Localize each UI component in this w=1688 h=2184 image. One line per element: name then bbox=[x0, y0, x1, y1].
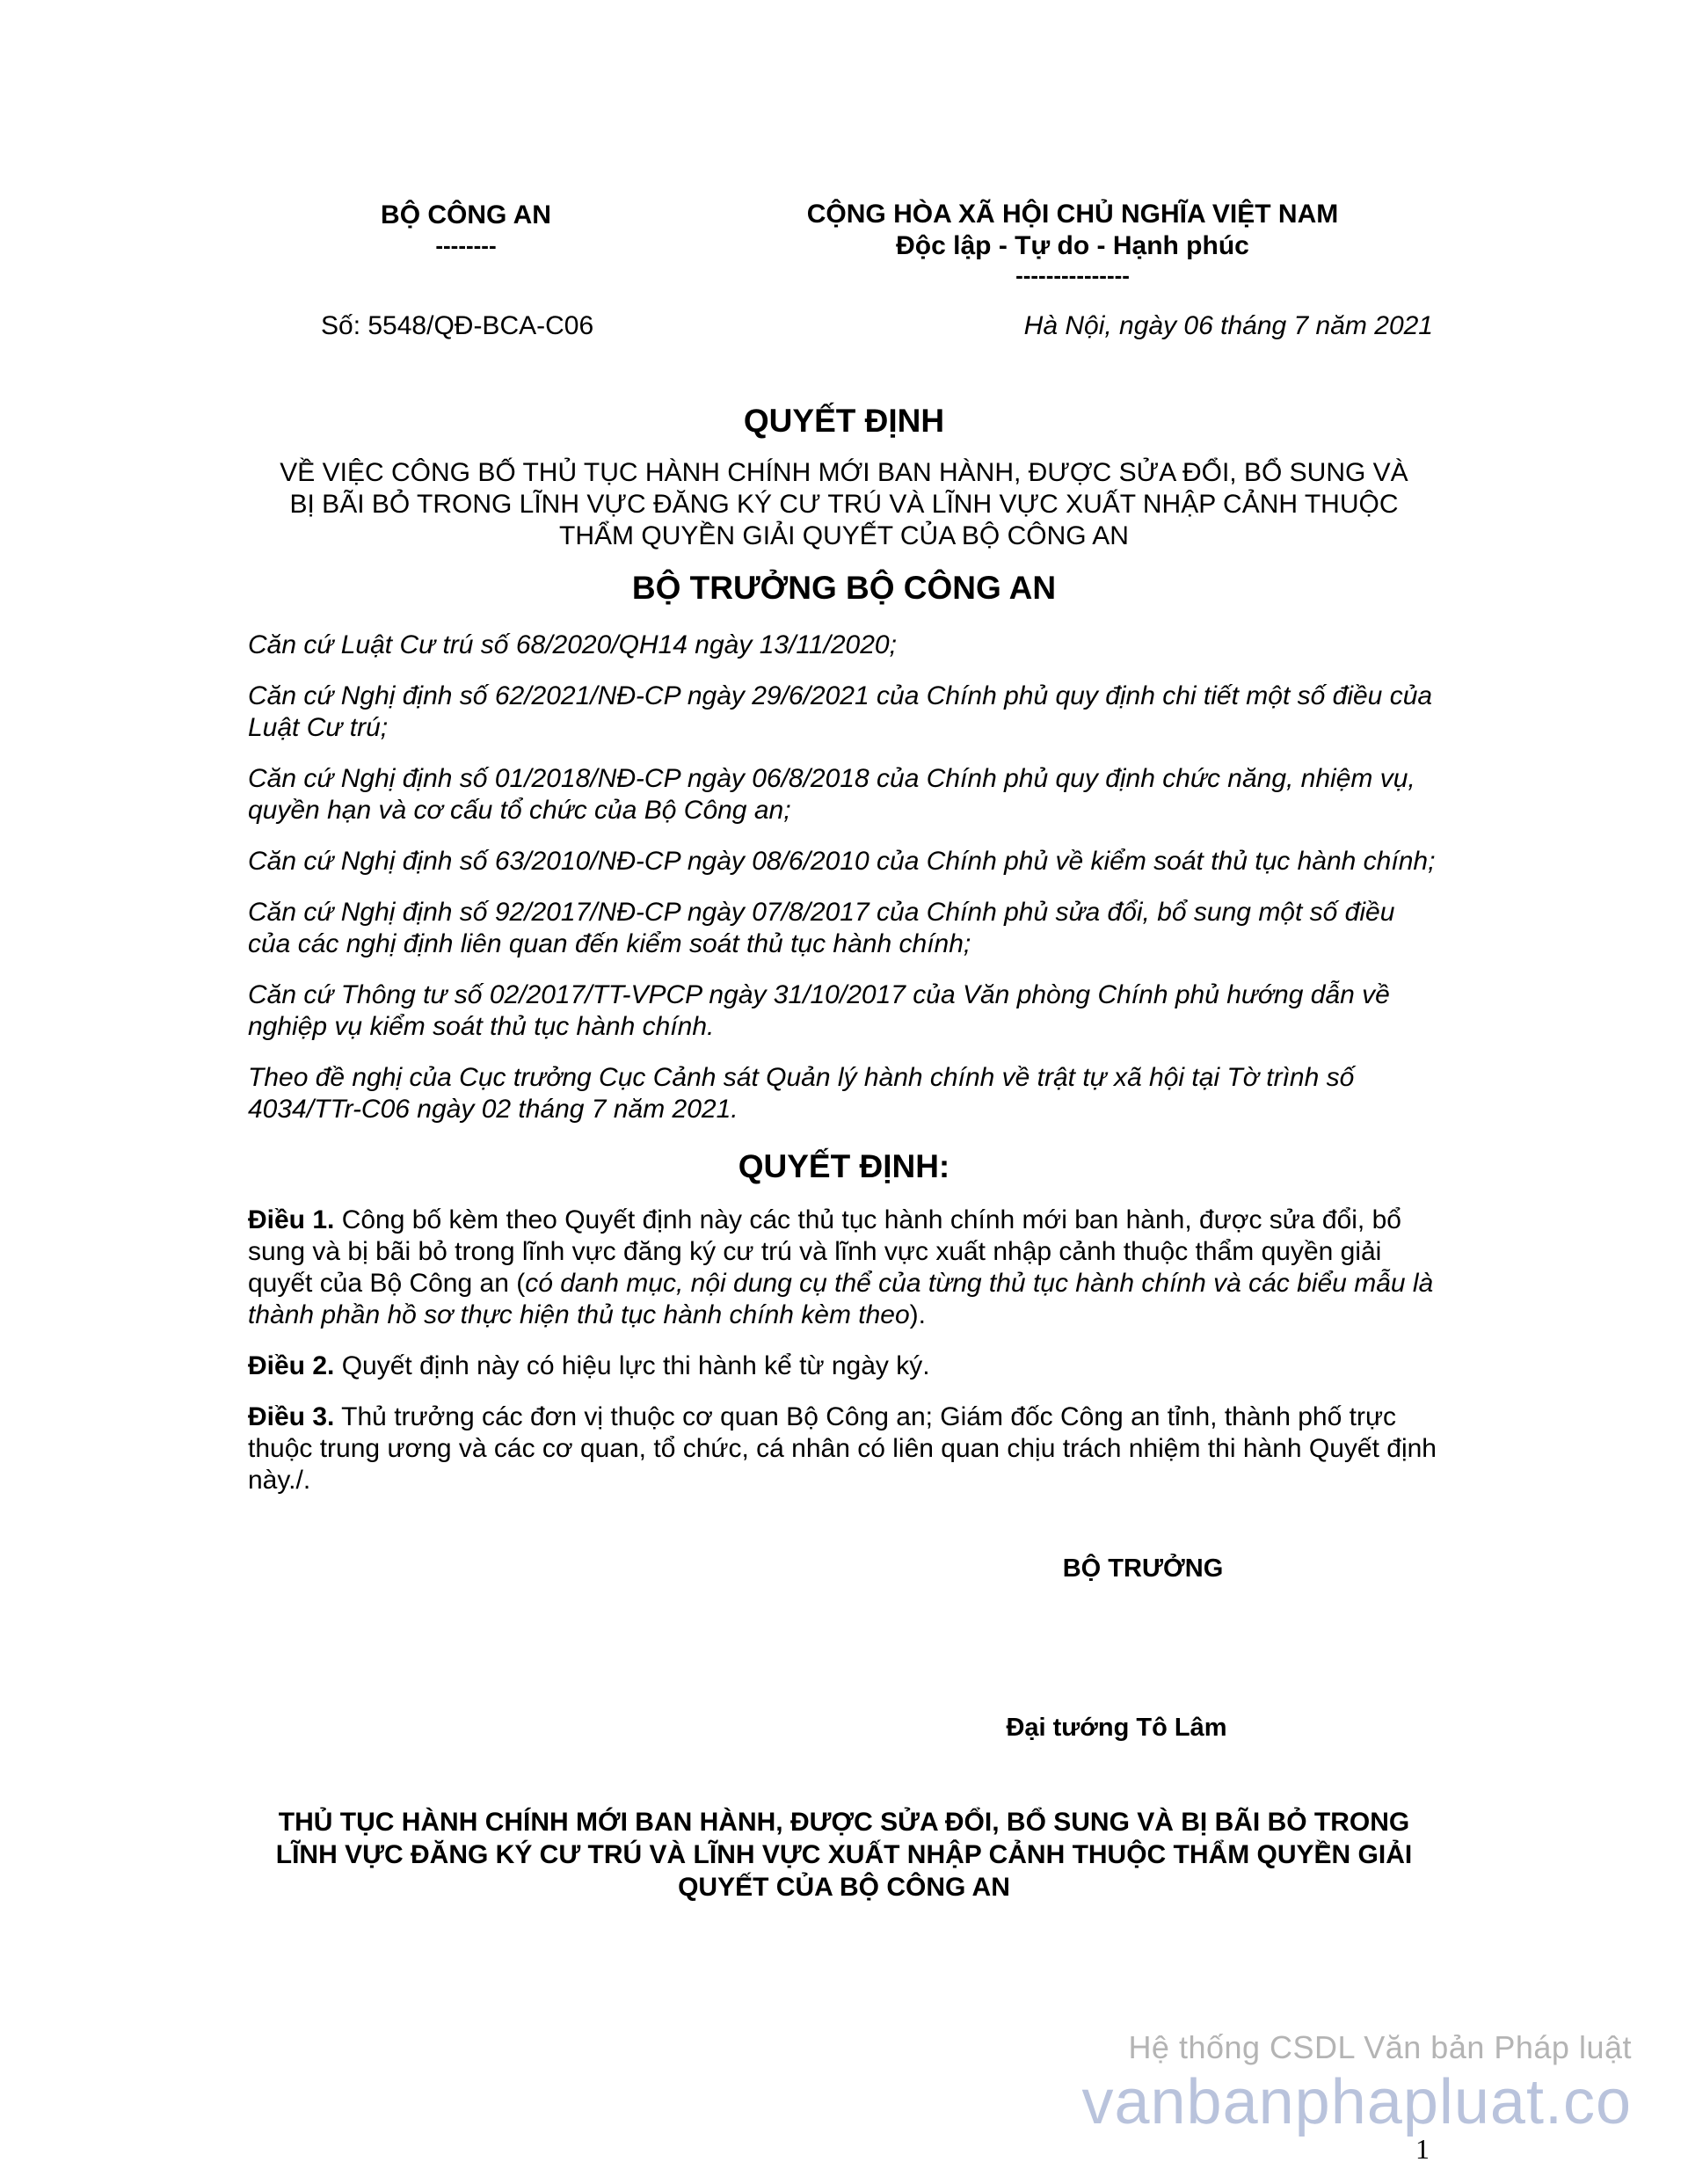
page-number: 1 bbox=[1415, 2133, 1430, 2165]
nation-name: CỘNG HÒA XÃ HỘI CHỦ NGHĨA VIỆT NAM bbox=[806, 200, 1339, 229]
motto: Độc lập - Tự do - Hạnh phúc bbox=[896, 231, 1249, 260]
signer-title: BỘ TRƯỞNG bbox=[1062, 1554, 1224, 1583]
legal-bases bbox=[248, 630, 1440, 1145]
article-tail: ). bbox=[909, 1300, 926, 1329]
subject-line: VỀ VIỆC CÔNG BỐ THỦ TỤC HÀNH CHÍNH MỚI BAN HÀNH, ĐƯỢC SỬA ĐỔI, BỔ SUNG VÀ bbox=[280, 458, 1408, 487]
issuer-heading: BỘ TRƯỞNG BỘ CÔNG AN bbox=[631, 570, 1057, 606]
legal-basis-item: Căn cứ Nghị định số 63/2010/NĐ-CP ngày 08/6/2010 của Chính phủ về kiểm soát thủ tục hành chính; bbox=[248, 847, 1436, 876]
national-header bbox=[756, 199, 1389, 288]
subject-line: THẨM QUYỀN GIẢI QUYẾT CỦA BỘ CÔNG AN bbox=[559, 521, 1129, 550]
legal-basis-item: Căn cứ Nghị định số 01/2018/NĐ-CP ngày 06/8/2018 của Chính phủ quy định chức năng, nhiệm vụ, quyền hạn và cơ cấu tổ chức của Bộ Công an; bbox=[248, 764, 1415, 825]
article-2 bbox=[248, 1350, 1440, 1382]
document-type: QUYẾT ĐỊNH bbox=[743, 403, 945, 439]
legal-basis-item: Theo đề nghị của Cục trưởng Cục Cảnh sát Quản lý hành chính về trật tự xã hội tại Tờ trình số 4034/TTr-C06 ngày 02 tháng 7 năm 2021. bbox=[248, 1063, 1355, 1124]
article-1 bbox=[248, 1205, 1440, 1331]
agency-separator: -------- bbox=[435, 232, 497, 258]
agency-block bbox=[281, 199, 651, 258]
legal-basis-item: Căn cứ Thông tư số 02/2017/TT-VPCP ngày 31/10/2017 của Văn phòng Chính phủ hướng dẫn về nghiệp vụ kiểm soát thủ tục hành chính. bbox=[248, 980, 1390, 1041]
agency-name: BỘ CÔNG AN bbox=[381, 200, 551, 229]
article-italic-text: có danh mục, nội dung cụ thể của từng thủ tục hành chính và các biểu mẫu là thành phần hồ sơ thực hiện thủ tục hành chính kèm theo bbox=[248, 1269, 1434, 1329]
article-label: Điều 2. bbox=[248, 1351, 335, 1380]
article-label: Điều 1. bbox=[248, 1205, 335, 1234]
legal-basis-item: Căn cứ Luật Cư trú số 68/2020/QH14 ngày 13/11/2020; bbox=[248, 630, 897, 659]
watermark-site: vanbanphapluat.co bbox=[1081, 2067, 1632, 2137]
motto-separator: --------------- bbox=[1015, 262, 1130, 288]
article-text: Quyết định này có hiệu lực thi hành kể từ ngày ký. bbox=[334, 1351, 930, 1380]
annex-title bbox=[220, 1806, 1468, 1904]
annex-title-line: QUYẾT CỦA BỘ CÔNG AN bbox=[678, 1873, 1010, 1902]
watermark-caption: Hệ thống CSDL Văn bản Pháp luật bbox=[1128, 2029, 1632, 2065]
document-subject bbox=[220, 457, 1468, 552]
legal-basis-item: Căn cứ Nghị định số 62/2021/NĐ-CP ngày 29/6/2021 của Chính phủ quy định chi tiết một số điều của Luật Cư trú; bbox=[248, 681, 1433, 742]
subject-line: BỊ BÃI BỎ TRONG LĨNH VỰC ĐĂNG KÝ CƯ TRÚ VÀ LĨNH VỰC XUẤT NHẬP CẢNH THUỘC bbox=[289, 490, 1399, 519]
article-text: Thủ trưởng các đơn vị thuộc cơ quan Bộ Công an; Giám đốc Công an tỉnh, thành phố trực thuộc trung ương và các cơ quan, tổ chức, cá nhân có liên quan chịu trách nhiệm thi hành Quyết định này./. bbox=[248, 1402, 1437, 1495]
article-3 bbox=[248, 1401, 1440, 1496]
annex-title-line: LĨNH VỰC ĐĂNG KÝ CƯ TRÚ VÀ LĨNH VỰC XUẤT NHẬP CẢNH THUỘC THẨM QUYỀN GIẢI bbox=[275, 1840, 1413, 1869]
document-number: Số: 5548/QĐ-BCA-C06 bbox=[321, 311, 594, 340]
article-text: Công bố kèm theo Quyết định này các thủ tục hành chính mới ban hành, được sửa đổi, bổ sung và bị bãi bỏ trong lĩnh vực đăng ký cư trú và lĩnh vực xuất nhập cảnh thuộc thẩm quyền giải quyết của Bộ Công an ( bbox=[248, 1205, 1401, 1298]
place-date: Hà Nội, ngày 06 tháng 7 năm 2021 bbox=[1023, 311, 1433, 340]
articles bbox=[248, 1205, 1440, 1516]
signer-name: Đại tướng Tô Lâm bbox=[1006, 1714, 1227, 1742]
decision-heading: QUYẾT ĐỊNH: bbox=[738, 1148, 950, 1184]
annex-title-line: THỦ TỤC HÀNH CHÍNH MỚI BAN HÀNH, ĐƯỢC SỬA ĐỔI, BỔ SUNG VÀ BỊ BÃI BỎ TRONG bbox=[278, 1808, 1410, 1837]
legal-basis-item: Căn cứ Nghị định số 92/2017/NĐ-CP ngày 07/8/2017 của Chính phủ sửa đổi, bổ sung một số điều của các nghị định liên quan đến kiểm soát thủ tục hành chính; bbox=[248, 898, 1395, 958]
article-label: Điều 3. bbox=[248, 1402, 335, 1431]
